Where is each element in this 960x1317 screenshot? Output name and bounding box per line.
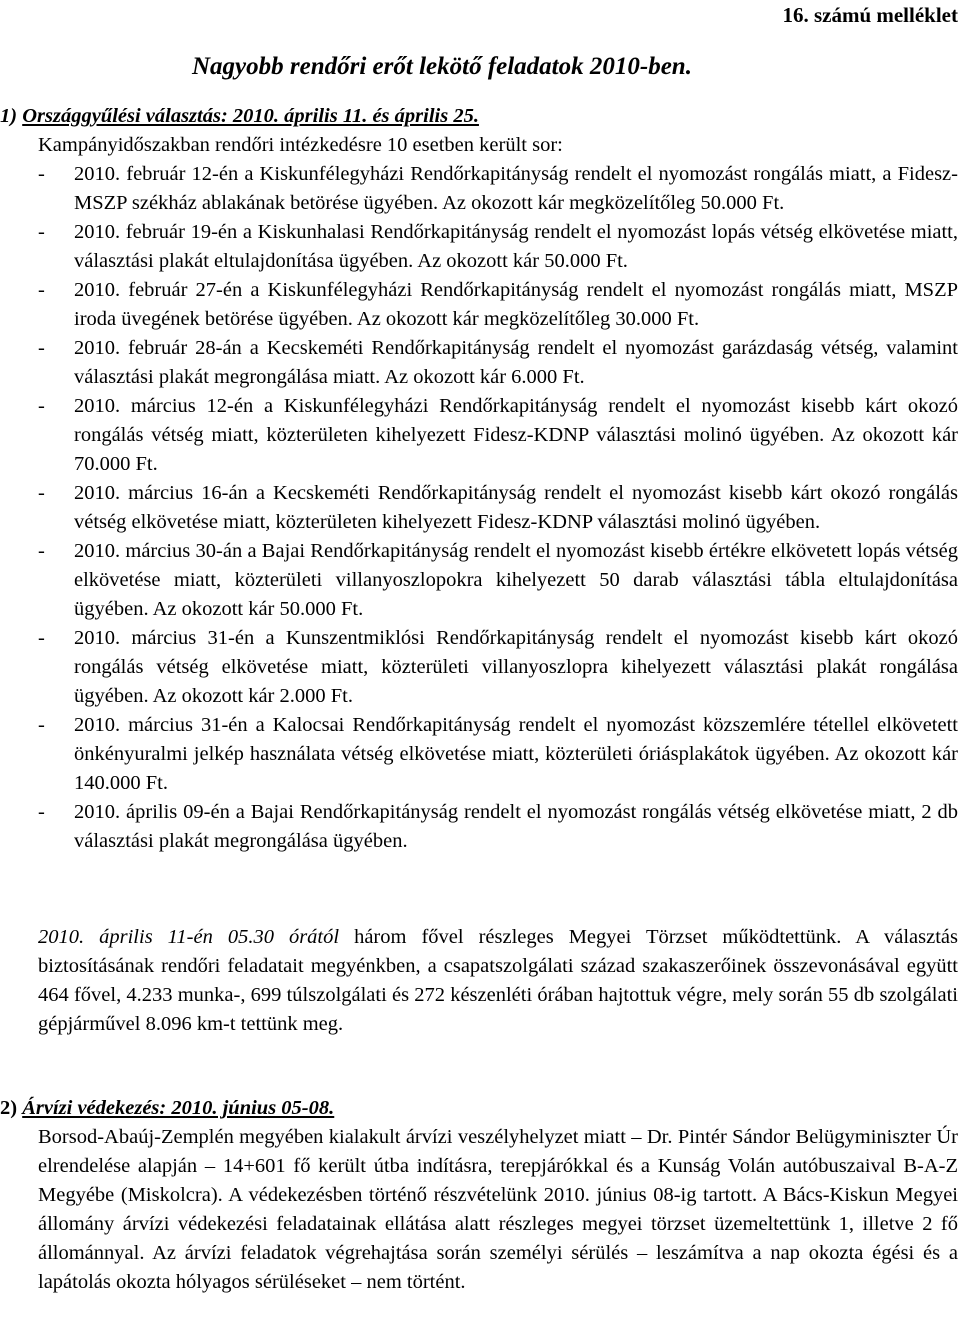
dash-marker: - — [38, 714, 45, 736]
list-item — [38, 218, 958, 276]
list-item-text: 2010. február 19-én a Kiskunhalasi Rendőrkapitányság rendelt el nyomozást lopás vétség elkövetése miatt, választási plakát eltulajdonítása ügyében. Az okozott kár 50.000 Ft. — [74, 221, 958, 272]
dash-marker: - — [38, 395, 45, 417]
list-item — [38, 479, 958, 537]
flood-paragraph: Borsod-Abaúj-Zemplén megyében kialakult árvízi veszélyhelyzet miatt – Dr. Pintér Sándor Belügyminiszter Úr elrendelése alapján – 14+601 fő került útba indításra, terepjárókkal és a Kunság Volán autóbuszaival B-A-Z Megyébe (Miskolcra). A védekezésben történő részvételünk 2010. június 08-ig tartott. A Bács-Kiskun Megyei állomány árvízi védekezési feladatainak ellátása alatt részleges megyei törzset üzemeltettünk 1, illetve 2 fő állománnyal. Az árvízi feladatok végrehajtása során személyi sérülés – leszámítva a nap okozta égési és a lapátolás okozta hólyagos sérüléseket – nem történt. — [38, 1126, 958, 1293]
list-item — [38, 798, 958, 856]
dash-marker: - — [38, 540, 45, 562]
section-2-title: Árvízi védekezés: 2010. június 05-08. — [22, 1097, 335, 1119]
list-item — [38, 160, 958, 218]
summary-date: 2010. április 11-én 05.30 órától — [38, 926, 340, 948]
section-1-number: 1) — [0, 105, 18, 127]
section-2-heading — [0, 1094, 334, 1123]
list-item-text: 2010. március 16-án a Kecskeméti Rendőrkapitányság rendelt el nyomozást kisebb kárt okozó rongálás vétség elkövetése miatt, közterületen kihelyezett Fidesz-KDNP választási molinó ügyében. — [74, 482, 958, 533]
list-item-text: 2010. február 27-én a Kiskunfélegyházi Rendőrkapitányság rendelt el nyomozást rongálás miatt, MSZP iroda üvegének betörése ügyében. Az okozott kár megközelítőleg 30.000 Ft. — [74, 279, 958, 330]
section-1-heading — [0, 102, 479, 131]
dash-marker: - — [38, 279, 45, 301]
list-item-text: 2010. március 12-én a Kiskunfélegyházi Rendőrkapitányság rendelt el nyomozást kisebb kárt okozó rongálás vétség miatt, közterületen kihelyezett Fidesz-KDNP választási molinó ügyében. Az okozott kár 70.000 Ft. — [74, 395, 958, 475]
document-title: Nagyobb rendőri erőt lekötő feladatok 2010-ben. — [192, 53, 692, 80]
list-item-text: 2010. február 12-én a Kiskunfélegyházi Rendőrkapitányság rendelt el nyomozást rongálás miatt, a Fidesz-MSZP székház ablakának betörése ügyében. Az okozott kár megközelítőleg 50.000 Ft. — [74, 163, 958, 214]
summary-text: három fővel részleges Megyei Törzset működtettünk. A választás biztosításának rendőri feladatait megyénkben, a csapatszolgálati század szakaszerőinek összevonásával együtt 464 fővel, 4.233 munka-, 699 túlszolgálati és 272 készenléti órában hajtottuk végre, mely során 55 db szolgálati gépjárművel 8.096 km-t tettünk meg. — [38, 926, 958, 1035]
list-item — [38, 624, 958, 711]
list-item — [38, 276, 958, 334]
list-item-text: 2010. március 31-én a Kalocsai Rendőrkapitányság rendelt el nyomozást közszemlére tétellel elkövetett önkényuralmi jelkép használata vétség elkövetése miatt, közterületi óriásplakátok ügyében. Az okozott kár 140.000 Ft. — [74, 714, 958, 794]
section-1-title: Országgyűlési választás: 2010. április 11. és április 25. — [22, 105, 479, 127]
section-2-number: 2) — [0, 1097, 18, 1119]
list-item — [38, 392, 958, 479]
list-item-text: 2010. április 09-én a Bajai Rendőrkapitányság rendelt el nyomozást rongálás vétség elkövetése miatt, 2 db választási plakát megrongálása ügyében. — [74, 801, 958, 852]
election-summary-paragraph — [38, 923, 958, 1039]
dash-marker: - — [38, 221, 45, 243]
list-item — [38, 537, 958, 624]
list-item-text: 2010. március 30-án a Bajai Rendőrkapitányság rendelt el nyomozást kisebb értékre elkövetett lopás vétség elkövetése miatt, közterületi villanyoszlopokra kihelyezett 50 darab választási tábla eltulajdonítása ügyében. Az okozott kár 50.000 Ft. — [74, 540, 958, 620]
list-item — [38, 334, 958, 392]
dash-marker: - — [38, 482, 45, 504]
list-item-text: 2010. február 28-án a Kecskeméti Rendőrkapitányság rendelt el nyomozást garázdaság vétség, valamint választási plakát megrongálása miatt. Az okozott kár 6.000 Ft. — [74, 337, 958, 388]
dash-marker: - — [38, 163, 45, 185]
annex-label: 16. számú melléklet — [782, 3, 958, 27]
dash-marker: - — [38, 801, 45, 823]
incident-list — [38, 160, 958, 856]
section-1-intro: Kampányidőszakban rendőri intézkedésre 10 esetben került sor: — [38, 134, 563, 156]
dash-marker: - — [38, 337, 45, 359]
dash-marker: - — [38, 627, 45, 649]
list-item — [38, 711, 958, 798]
list-item-text: 2010. március 31-én a Kunszentmiklósi Rendőrkapitányság rendelt el nyomozást kisebb kárt okozó rongálás vétség elkövetése miatt, közterületi villanyoszlopra kihelyezett választási plakát rongálása ügyében. Az okozott kár 2.000 Ft. — [74, 627, 958, 707]
